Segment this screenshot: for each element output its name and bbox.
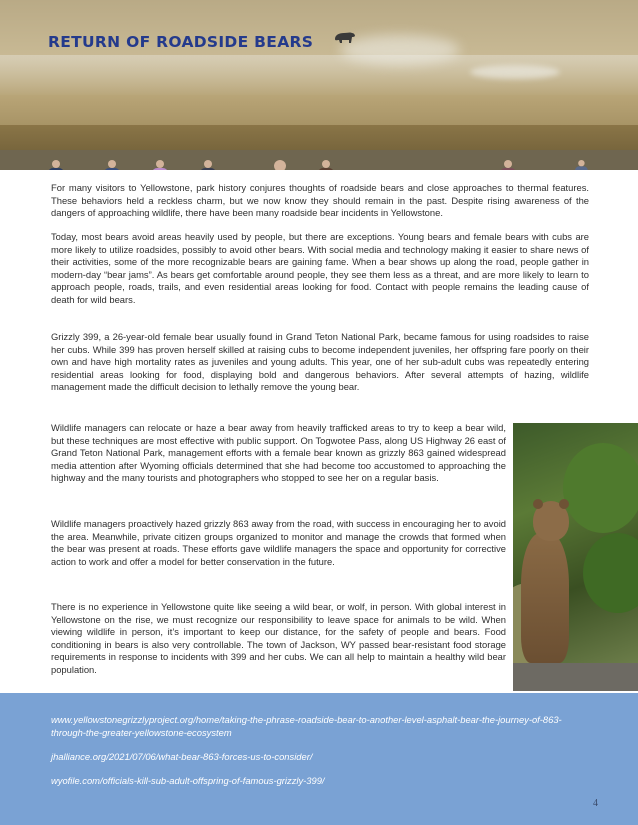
bear-silhouette-icon [334,31,356,44]
road-surface [513,663,638,691]
article-paragraph-5: Wildlife managers proactively hazed grizzly 863 away from the road, with success in encouraging her to avoid the area. Meanwhile, private citizen groups organized to monitor and manage the crowds that formed when the bear was present at roads. These efforts gave wildlife managers the space and opportunity for corrective action to work and offer a model for better conservation in the future. [51,518,506,567]
page-title: RETURN OF ROADSIDE BEARS [48,33,314,51]
reference-link-3[interactable]: wyofile.com/officials-kill-sub-adult-offspring-of-famous-grizzly-399/ [51,775,325,786]
hero-steam-patch [470,65,560,79]
reference-link-2[interactable]: jhalliance.org/2021/07/06/what-bear-863-forces-us-to-consider/ [51,751,313,762]
bear-body [521,533,569,663]
article-paragraph-6: There is no experience in Yellowstone quite like seeing a wild bear, or wolf, in person. With global interest in Yellowstone on the rise, we must recognize our responsibility to leave space for animals to be wild. When viewing wildlife in person, it’s important to keep our distance, for the safety of people and bears. Food conditioning in bears is also very controllable. The town of Jackson, WY passed bear-resistant food storage requirements in response to incidents with 399 and her cubs. We can all help to maintain a healthy wild bear population. [51,601,506,675]
article-paragraph-3: Grizzly 399, a 26-year-old female bear usually found in Grand Teton National Park, became famous for using roadsides to raise her cubs. While 399 has proven herself skilled at raising cubs to become independent juveniles, her offspring fare poorly on their own and have high mortality rates as juveniles and young adults. This year, one of her sub-adult cubs was repeatedly entering residential areas looking for food, displaying bold and dangerous behaviors. After several attempts of hazing, wildlife management made the difficult decision to lethally remove the young bear. [51,331,589,393]
article-paragraph-2: Today, most bears avoid areas heavily used by people, but there are exceptions. Young bears and female bears with cubs are more likely to utilize roadsides, possibly to avoid other bears. With social media and technology making it easier to share news of their activities, some of the more recognizable bears are gaining fame. When a bear shows up along the road, people gather in modern-day “bear jams”. As bears get comfortable around people, they see them less as a threat, and are more likely to learn to approach people, roads, trails, and even residential areas looking for food. Contact with people remains the leading cause of death for wild bears. [51,231,589,305]
article-paragraph-4: Wildlife managers can relocate or haze a bear away from heavily trafficked areas to try to keep a bear wild, but these techniques are most effective with public support. On Togwotee Pass, along US Highway 26 east of Grand Teton National Park, management efforts with a female bear known as grizzly 863 gained widespread media attention after Wyoming officials determined that she had become too accustomed to approaching the highway and the many tourists and photographers who stopped to see her on a regular basis. [51,422,506,484]
page-number: 4 [593,798,598,809]
hero-photo [0,0,638,170]
hero-road [0,150,638,170]
article-paragraph-1: For many visitors to Yellowstone, park history conjures thoughts of roadside bears and close approaches to thermal features. These behaviors held a reckless charm, but we now know they should remain in the past. Despite rising awareness of the dangers of approaching wildlife, there have been many roadside bear incidents in Yellowstone. [51,182,589,219]
grizzly-bear-roadside-photo [513,423,638,691]
hero-steam [340,35,460,65]
reference-link-1[interactable]: www.yellowstonegrizzlyproject.org/home/taking-the-phrase-roadside-bear-to-another-level-asphalt-bear-the-journey-of-863-through-the-greater-yellowstone-ecosystem [51,714,562,738]
